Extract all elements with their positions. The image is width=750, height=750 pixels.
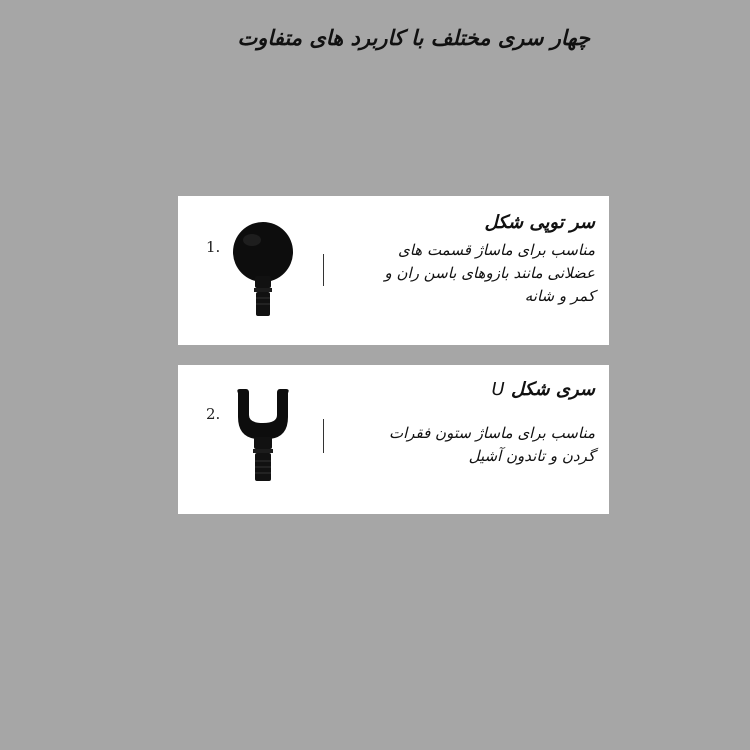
card-title: سر توپی شکل bbox=[484, 212, 595, 233]
card-title bbox=[345, 379, 595, 400]
description-line: عضلانی مانند بازوهای باسن ران و bbox=[384, 264, 595, 282]
description-line: گردن و تاندون آشیل bbox=[468, 447, 595, 465]
card-title-suffix: U bbox=[491, 379, 505, 400]
card-number: 2. bbox=[206, 405, 221, 423]
page-title: چهار سری مختلف با کاربرد های متفاوت bbox=[237, 26, 590, 50]
card-text bbox=[345, 212, 595, 308]
u-shaped-massage-head-icon bbox=[230, 387, 300, 487]
description-line: مناسب برای ماساژ ستون فقرات bbox=[388, 424, 595, 442]
description-line: کمر و شانه bbox=[524, 287, 595, 305]
card-title-text: سری شکل bbox=[510, 379, 595, 400]
card-text bbox=[345, 379, 595, 468]
card-description bbox=[345, 422, 595, 468]
card-ball-head bbox=[178, 196, 609, 345]
card-description bbox=[345, 239, 595, 308]
card-number: 1. bbox=[206, 238, 221, 256]
divider bbox=[323, 419, 324, 453]
description-line: مناسب برای ماساژ قسمت های bbox=[397, 241, 595, 259]
divider bbox=[323, 254, 324, 286]
ball-massage-head-icon bbox=[230, 220, 300, 320]
card-u-head bbox=[178, 365, 609, 514]
